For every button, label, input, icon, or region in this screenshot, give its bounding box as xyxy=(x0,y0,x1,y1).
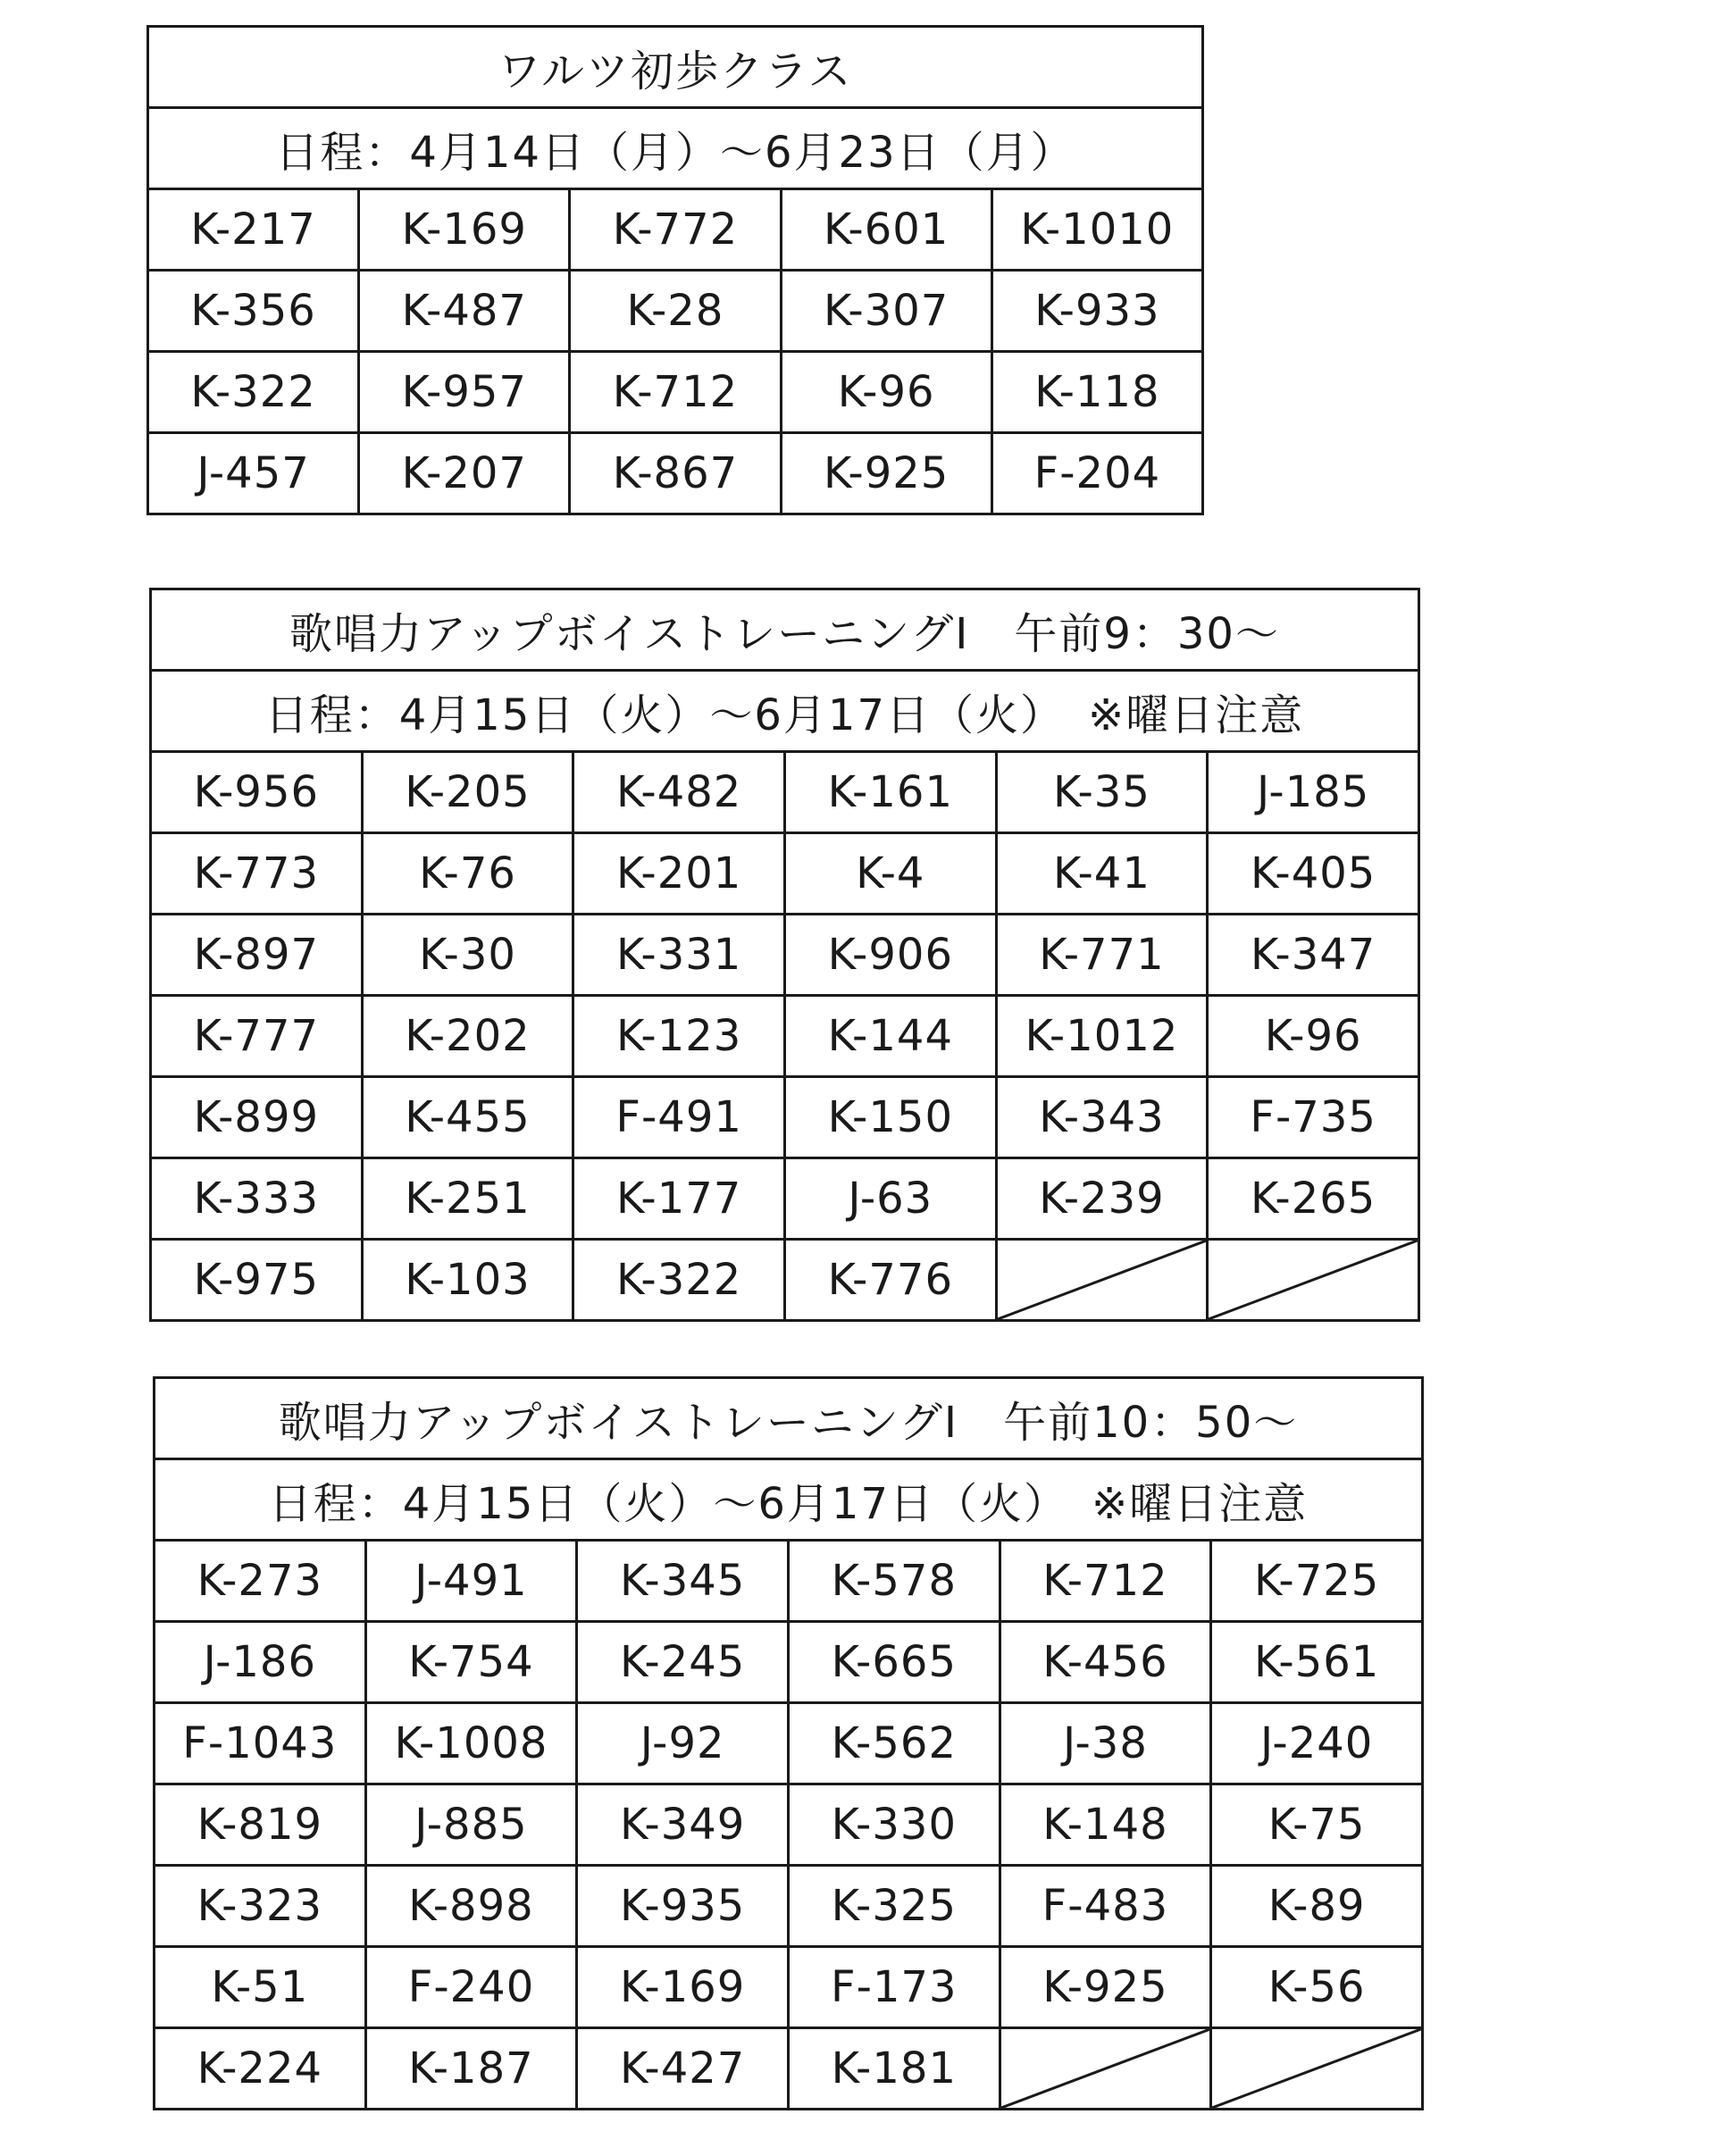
table-row xyxy=(151,833,1419,915)
table-row xyxy=(151,915,1419,996)
member-id-cell: K-777 xyxy=(151,996,363,1077)
table-schedule-row xyxy=(148,108,1203,189)
member-id-cell: K-897 xyxy=(151,915,363,996)
member-id-cell: K-224 xyxy=(155,2028,366,2110)
member-id-cell: K-562 xyxy=(788,1703,1000,1784)
member-id-cell: K-76 xyxy=(362,833,573,915)
member-id-cell: K-487 xyxy=(359,271,570,352)
member-id-cell: J-885 xyxy=(365,1784,577,1866)
member-id-cell: K-578 xyxy=(788,1541,1000,1622)
member-id-cell: F-483 xyxy=(1000,1866,1211,1947)
member-id-cell: K-265 xyxy=(1208,1158,1419,1240)
member-id-cell: K-322 xyxy=(573,1240,785,1321)
member-id-cell: K-754 xyxy=(365,1622,577,1703)
member-id-cell: K-772 xyxy=(570,189,781,271)
member-id-cell: J-63 xyxy=(784,1158,996,1240)
table-row xyxy=(155,1866,1423,1947)
member-id-cell: K-217 xyxy=(148,189,359,271)
member-id-cell: K-725 xyxy=(1211,1541,1423,1622)
member-id-cell: K-28 xyxy=(570,271,781,352)
table-title: 歌唱力アップボイストレーニングⅠ 午前9：30〜 xyxy=(151,589,1419,671)
member-id-cell: K-925 xyxy=(781,433,991,514)
diagonal-slash xyxy=(1212,2029,1421,2108)
table-row xyxy=(155,1947,1423,2028)
table-row xyxy=(148,189,1203,271)
member-id-cell: K-899 xyxy=(151,1077,363,1158)
table-schedule: 日程：4月15日（火）〜6月17日（火） ※曜日注意 xyxy=(151,671,1419,752)
table-row xyxy=(151,1158,1419,1240)
table-schedule: 日程：4月14日（月）〜6月23日（月） xyxy=(148,108,1203,189)
member-id-cell: K-161 xyxy=(784,752,996,833)
member-id-cell: K-773 xyxy=(151,833,363,915)
empty-cell xyxy=(1000,2028,1211,2110)
member-id-cell: K-144 xyxy=(784,996,996,1077)
member-id-cell: K-975 xyxy=(151,1240,363,1321)
member-id-cell: K-935 xyxy=(577,1866,789,1947)
empty-cell xyxy=(996,1240,1208,1321)
table-row xyxy=(155,1703,1423,1784)
class-table-waltz xyxy=(146,25,1204,515)
member-id-cell: K-307 xyxy=(781,271,991,352)
table-row xyxy=(151,1240,1419,1321)
member-id-cell: K-205 xyxy=(362,752,573,833)
class-table-voice-1050 xyxy=(153,1376,1424,2110)
table-row xyxy=(151,996,1419,1077)
member-id-cell: K-118 xyxy=(991,352,1202,433)
member-id-cell: K-712 xyxy=(570,352,781,433)
member-id-cell: K-35 xyxy=(996,752,1208,833)
member-id-cell: K-933 xyxy=(991,271,1202,352)
member-id-cell: J-186 xyxy=(155,1622,366,1703)
member-id-cell: K-356 xyxy=(148,271,359,352)
table-row xyxy=(155,1784,1423,1866)
member-id-cell: K-347 xyxy=(1208,915,1419,996)
member-id-cell: K-1012 xyxy=(996,996,1208,1077)
table-row xyxy=(155,2028,1423,2110)
member-id-cell: K-56 xyxy=(1211,1947,1423,2028)
member-id-cell: K-456 xyxy=(1000,1622,1211,1703)
member-id-cell: K-245 xyxy=(577,1622,789,1703)
member-id-cell: K-771 xyxy=(996,915,1208,996)
member-id-cell: K-41 xyxy=(996,833,1208,915)
member-id-cell: K-148 xyxy=(1000,1784,1211,1866)
member-id-cell: K-867 xyxy=(570,433,781,514)
member-id-cell: K-89 xyxy=(1211,1866,1423,1947)
member-id-cell: K-239 xyxy=(996,1158,1208,1240)
member-id-cell: K-776 xyxy=(784,1240,996,1321)
member-id-cell: K-177 xyxy=(573,1158,785,1240)
member-id-cell: K-333 xyxy=(151,1158,363,1240)
table-schedule-row xyxy=(155,1459,1423,1541)
table-row xyxy=(151,1077,1419,1158)
member-id-cell: K-345 xyxy=(577,1541,789,1622)
member-id-cell: F-491 xyxy=(573,1077,785,1158)
member-id-cell: K-343 xyxy=(996,1077,1208,1158)
table-schedule: 日程：4月15日（火）〜6月17日（火） ※曜日注意 xyxy=(155,1459,1423,1541)
member-id-cell: K-169 xyxy=(577,1947,789,2028)
class-table-voice-930 xyxy=(149,588,1420,1322)
member-id-cell: K-273 xyxy=(155,1541,366,1622)
member-id-cell: K-331 xyxy=(573,915,785,996)
table-schedule-row xyxy=(151,671,1419,752)
member-id-cell: F-240 xyxy=(365,1947,577,2028)
member-id-cell: K-187 xyxy=(365,2028,577,2110)
diagonal-slash xyxy=(1001,2029,1210,2108)
member-id-cell: J-38 xyxy=(1000,1703,1211,1784)
member-id-cell: K-957 xyxy=(359,352,570,433)
member-id-cell: K-712 xyxy=(1000,1541,1211,1622)
table-row xyxy=(155,1622,1423,1703)
member-id-cell: K-1008 xyxy=(365,1703,577,1784)
member-id-cell: K-103 xyxy=(362,1240,573,1321)
member-id-cell: K-181 xyxy=(788,2028,1000,2110)
table-row xyxy=(148,352,1203,433)
member-id-cell: K-323 xyxy=(155,1866,366,1947)
member-id-cell: K-51 xyxy=(155,1947,366,2028)
member-id-cell: K-898 xyxy=(365,1866,577,1947)
member-id-cell: K-601 xyxy=(781,189,991,271)
member-id-cell: J-491 xyxy=(365,1541,577,1622)
member-id-cell: F-173 xyxy=(788,1947,1000,2028)
member-id-cell: K-325 xyxy=(788,1866,1000,1947)
member-id-cell: K-427 xyxy=(577,2028,789,2110)
member-id-cell: F-735 xyxy=(1208,1077,1419,1158)
table-title: 歌唱力アップボイストレーニングⅠ 午前10：50〜 xyxy=(155,1378,1423,1459)
member-id-cell: K-150 xyxy=(784,1077,996,1158)
member-id-cell: K-251 xyxy=(362,1158,573,1240)
member-id-cell: K-405 xyxy=(1208,833,1419,915)
table-title-row xyxy=(148,27,1203,108)
diagonal-slash xyxy=(1209,1241,1418,1319)
table-title-row xyxy=(155,1378,1423,1459)
table-row xyxy=(151,752,1419,833)
member-id-cell: K-123 xyxy=(573,996,785,1077)
member-id-cell: K-349 xyxy=(577,1784,789,1866)
member-id-cell: K-96 xyxy=(781,352,991,433)
member-id-cell: K-455 xyxy=(362,1077,573,1158)
member-id-cell: K-30 xyxy=(362,915,573,996)
table-row xyxy=(155,1541,1423,1622)
member-id-cell: K-75 xyxy=(1211,1784,1423,1866)
member-id-cell: F-1043 xyxy=(155,1703,366,1784)
table-row xyxy=(148,271,1203,352)
table-title: ワルツ初歩クラス xyxy=(148,27,1203,108)
member-id-cell: K-665 xyxy=(788,1622,1000,1703)
member-id-cell: K-925 xyxy=(1000,1947,1211,2028)
member-id-cell: J-457 xyxy=(148,433,359,514)
member-id-cell: K-96 xyxy=(1208,996,1419,1077)
member-id-cell: J-92 xyxy=(577,1703,789,1784)
table-row xyxy=(148,433,1203,514)
table-title-row xyxy=(151,589,1419,671)
member-id-cell: K-1010 xyxy=(991,189,1202,271)
member-id-cell: K-956 xyxy=(151,752,363,833)
member-id-cell: K-330 xyxy=(788,1784,1000,1866)
empty-cell xyxy=(1208,1240,1419,1321)
member-id-cell: J-185 xyxy=(1208,752,1419,833)
member-id-cell: F-204 xyxy=(991,433,1202,514)
empty-cell xyxy=(1211,2028,1423,2110)
member-id-cell: K-819 xyxy=(155,1784,366,1866)
member-id-cell: K-906 xyxy=(784,915,996,996)
member-id-cell: K-202 xyxy=(362,996,573,1077)
member-id-cell: K-201 xyxy=(573,833,785,915)
member-id-cell: K-207 xyxy=(359,433,570,514)
member-id-cell: K-322 xyxy=(148,352,359,433)
diagonal-slash xyxy=(998,1241,1207,1319)
member-id-cell: K-4 xyxy=(784,833,996,915)
member-id-cell: K-169 xyxy=(359,189,570,271)
member-id-cell: K-561 xyxy=(1211,1622,1423,1703)
member-id-cell: J-240 xyxy=(1211,1703,1423,1784)
member-id-cell: K-482 xyxy=(573,752,785,833)
